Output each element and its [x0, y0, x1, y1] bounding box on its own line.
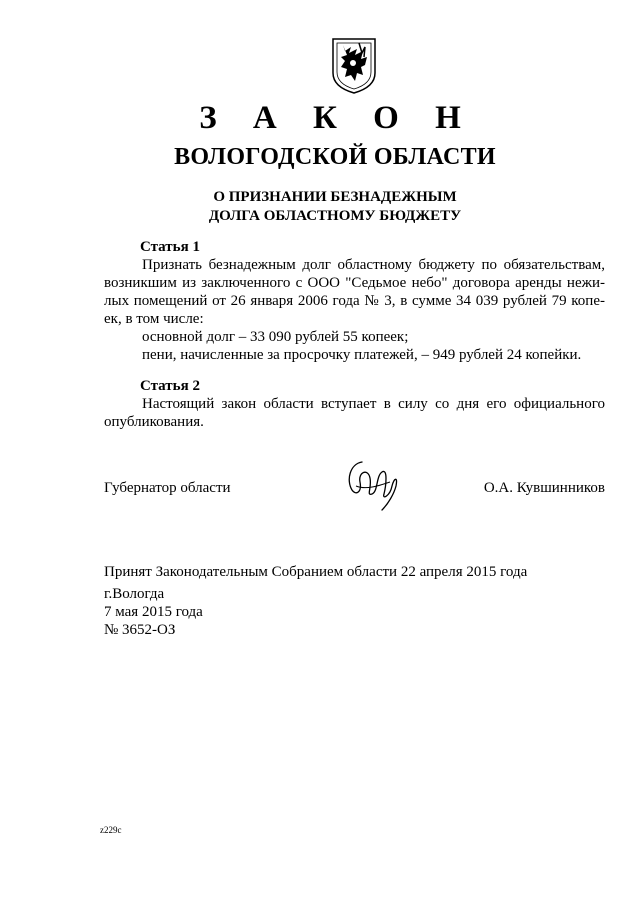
- article-1-line-1: Признать безнадежным долг областному бюджету по обязательствам,: [142, 257, 605, 273]
- subtitle-line-1: О ПРИЗНАНИИ БЕЗНАДЕЖНЫМ: [213, 189, 457, 205]
- law-number: № 3652-ОЗ: [104, 622, 176, 638]
- article-1-line-5: основной долг – 33 090 рублей 55 копеек;: [142, 329, 409, 345]
- coat-of-arms-icon: [331, 37, 377, 95]
- article-2-heading: Статья 2: [140, 378, 200, 394]
- article-1-heading: Статья 1: [140, 239, 200, 255]
- document-title: З А К О Н: [199, 100, 475, 136]
- adoption-note: Принят Законодательным Собранием области 22 апреля 2015 года: [104, 564, 528, 580]
- region-title: ВОЛОГОДСКОЙ ОБЛАСТИ: [174, 144, 496, 170]
- document-code: z229c: [100, 825, 122, 835]
- article-1-line-3: лых помещений от 26 января 2006 года № 3, в сумме 34 039 рублей 79 копе-: [104, 293, 605, 309]
- article-1-line-2: возникшим из заключенного с ООО "Седьмое небо" договора аренды нежи-: [104, 275, 605, 291]
- article-1-text: [104, 256, 605, 364]
- article-2-text: [104, 395, 605, 431]
- law-subtitle: [0, 188, 640, 226]
- signing-date: 7 мая 2015 года: [104, 604, 203, 620]
- city: г.Вологда: [104, 586, 165, 602]
- signatory-name: О.А. Кувшинников: [483, 480, 605, 496]
- signatory-position: Губернатор области: [104, 480, 231, 496]
- article-2-line-1: Настоящий закон области вступает в силу со дня его официального: [142, 396, 605, 412]
- article-1-line-6: пени, начисленные за просрочку платежей, – 949 рублей 24 копейки.: [142, 347, 582, 363]
- subtitle-line-2: ДОЛГА ОБЛАСТНОМУ БЮДЖЕТУ: [208, 208, 462, 224]
- handwritten-signature-icon: [342, 456, 408, 512]
- article-2-line-2: опубликования.: [104, 414, 204, 430]
- article-1-line-4: ек, в том числе:: [104, 311, 204, 327]
